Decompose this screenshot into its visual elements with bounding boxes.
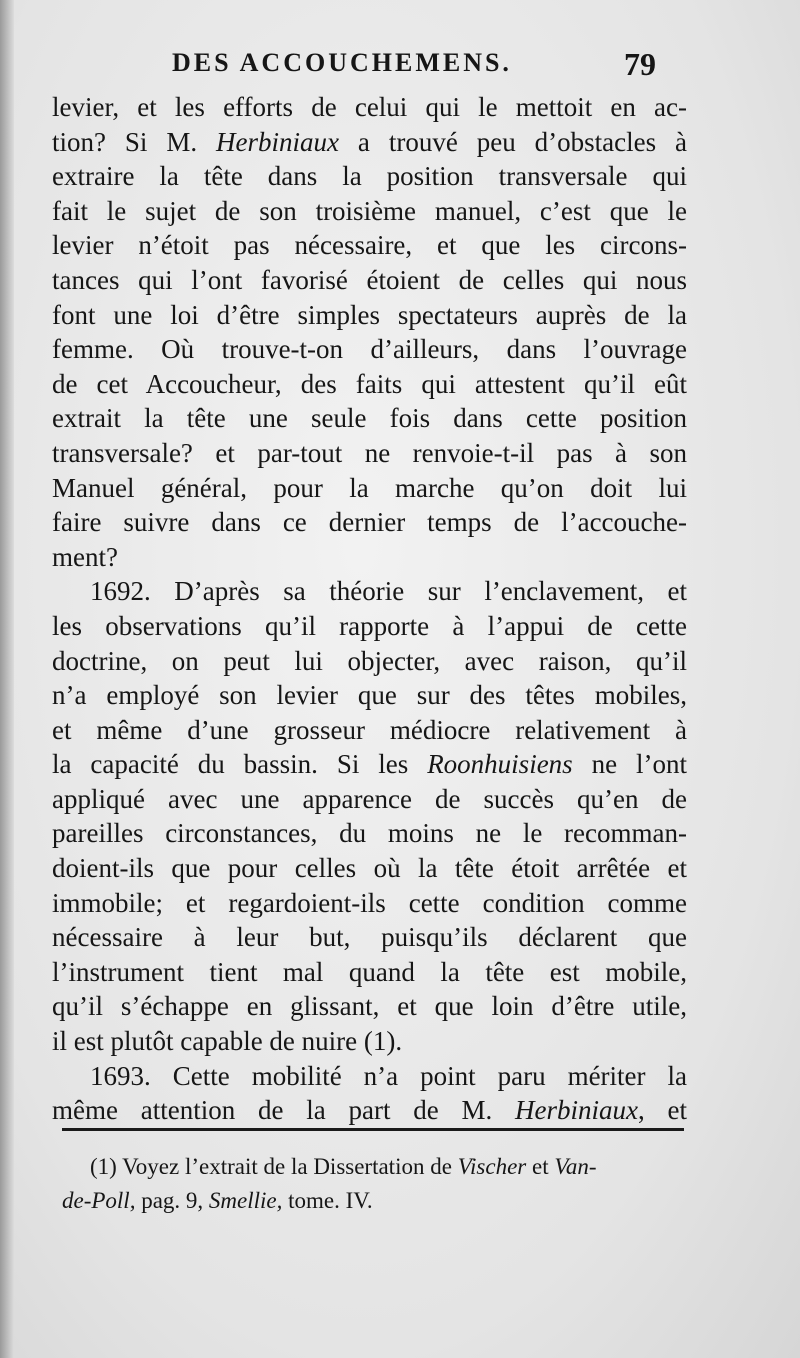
text-line: pareilles circonstances, du moins ne le recomman-: [52, 818, 687, 849]
text-line: nécessaire à leur but, puisqu’ils déclarent que: [52, 922, 687, 953]
text-line: faire suivre dans ce dernier temps de l’accouche-: [52, 507, 687, 538]
page-header: [0, 48, 800, 88]
text-line: et même d’une grosseur médiocre relativement à: [52, 714, 687, 745]
text-line: fait le sujet de son troisième manuel, c’est que le: [52, 195, 687, 226]
text-line: n’a employé son levier que sur des têtes mobiles,: [52, 680, 687, 711]
text-line: tion? Si M. Herbiniaux a trouvé peu d’obstacles à: [52, 126, 688, 157]
text-line: de cet Accoucheur, des faits qui attestent qu’il eût: [52, 368, 687, 399]
text-line: transversale? et par-tout ne renvoie-t-il pas à son: [52, 437, 687, 468]
italic-name: Herbiniaux: [216, 126, 340, 157]
page-edge-shadow: [0, 0, 14, 1358]
text-line: levier, et les efforts de celui qui le mettoit en ac-: [52, 92, 687, 122]
text-line: il est plutôt capable de nuire (1).: [52, 1026, 403, 1057]
page-number: 79: [624, 46, 656, 82]
text-line: extraire la tête dans la position transversale qui: [52, 161, 687, 192]
running-head: DES ACCOUCHEMENS.: [172, 48, 512, 77]
footnote-line: de-Poll, pag. 9, Smellie, tome. IV.: [62, 1188, 373, 1213]
text-line: qu’il s’échappe en glissant, et que loin d’être utile,: [52, 991, 687, 1022]
text-line: appliqué avec une apparence de succès qu’en de: [52, 783, 687, 814]
text-line: doctrine, on peut lui objecter, avec raison, qu’il: [52, 645, 687, 676]
italic-name: Herbiniaux: [515, 1095, 638, 1126]
text-line: l’instrument tient mal quand la tête est mobile,: [52, 956, 687, 987]
text-line: 1693. Cette mobilité n’a point paru mériter la: [90, 1060, 687, 1091]
text-line: immobile; et regardoient-ils cette condition comme: [52, 887, 687, 918]
footnote-rule: [62, 1128, 684, 1131]
footnote: [62, 1150, 692, 1218]
text-line: tances qui l’ont favorisé étoient de celles qui nous: [52, 264, 687, 295]
text-line: doient-ils que pour celles où la tête étoit arrêtée et: [52, 853, 687, 884]
text-line: Manuel général, pour la marche qu’on doit lui: [52, 472, 687, 503]
text-line: extrait la tête une seule fois dans cette position: [52, 403, 687, 434]
text-line: femme. Où trouve-t-on d’ailleurs, dans l’ouvrage: [52, 334, 687, 365]
text-line: les observations qu’il rapporte à l’appui de cette: [52, 610, 687, 641]
text-line: ment?: [52, 541, 118, 572]
text-line: 1692. D’après sa théorie sur l’enclavement, et: [90, 576, 687, 607]
text-line: font une loi d’être simples spectateurs auprès de la: [52, 299, 687, 330]
text-line: levier n’étoit pas nécessaire, et que les circons-: [52, 230, 687, 261]
text-line: même attention de la part de M. Herbiniaux, et: [52, 1095, 687, 1126]
footnote-line: (1) Voyez l’extrait de la Dissertation de Vischer et Van-: [90, 1154, 597, 1179]
body-text: [52, 90, 687, 1128]
italic-name: Roonhuisiens: [427, 749, 573, 780]
text-line: la capacité du bassin. Si les Roonhuisiens ne l’ont: [52, 749, 688, 780]
